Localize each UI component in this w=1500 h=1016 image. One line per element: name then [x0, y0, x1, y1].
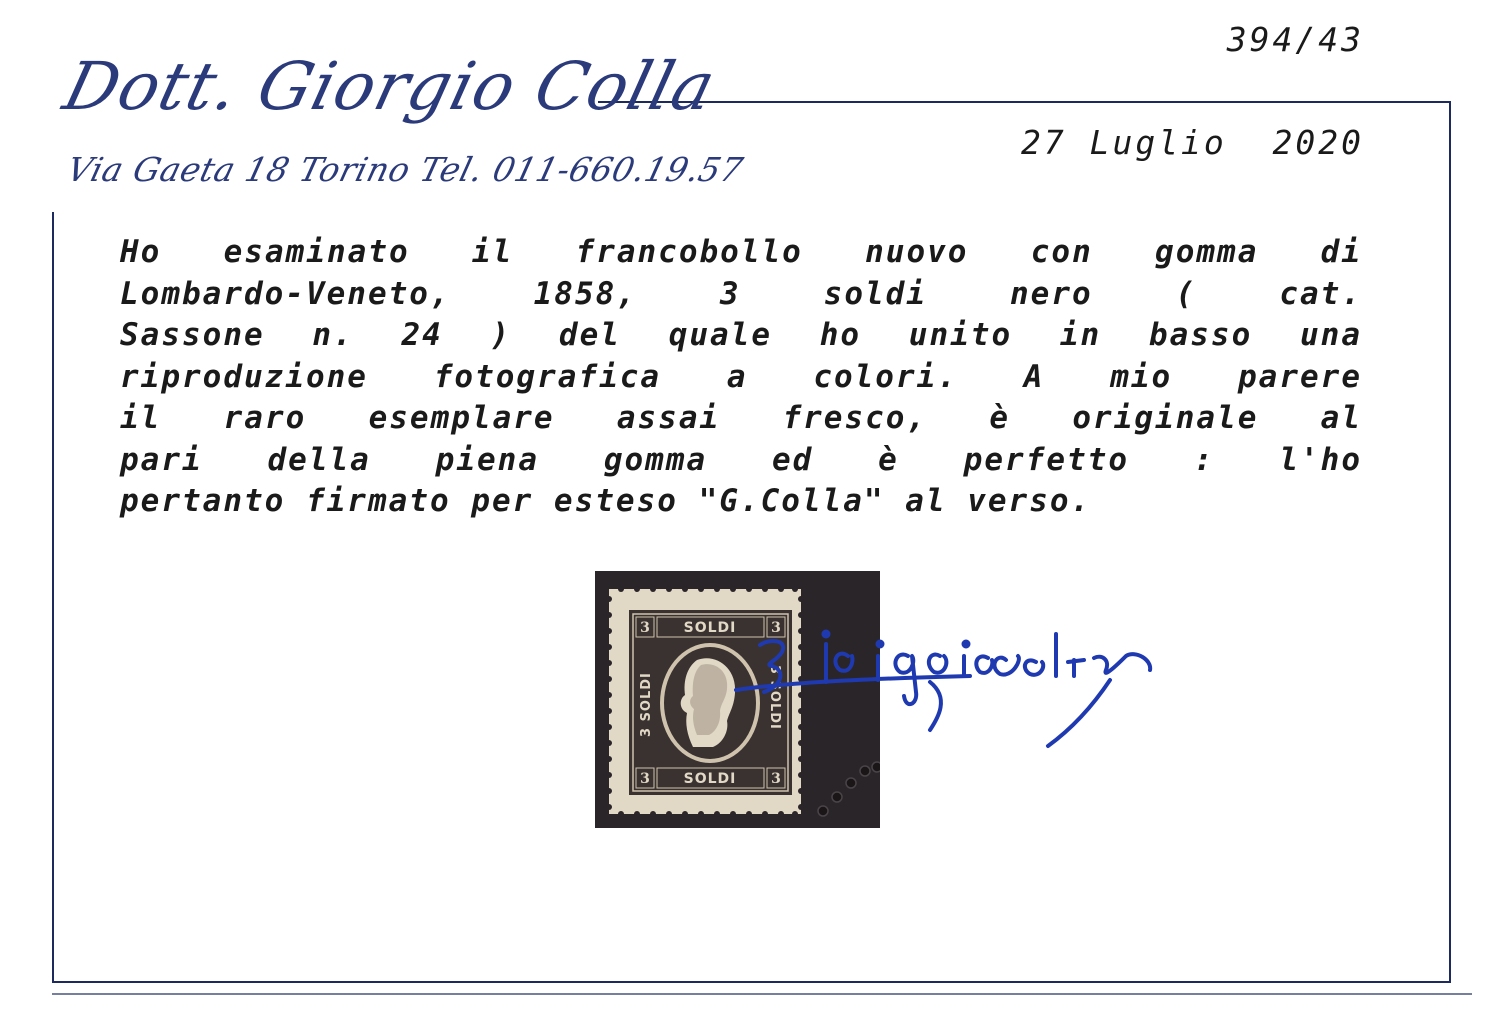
- frame-left-line: [52, 212, 54, 983]
- body-line: pertanto firmato per esteso "G.Colla" al verso.: [120, 483, 1092, 519]
- certificate-body: [120, 232, 1362, 523]
- signature: [730, 600, 1180, 760]
- frame-bottom-line: [52, 981, 1451, 983]
- frame-top-line: [598, 101, 1451, 103]
- stamp-right-label: 3 SOLDI: [767, 665, 782, 730]
- body-line: Sassone n. 24 ) del quale ho unito in basso una: [120, 317, 1362, 353]
- stamp-corner-value: 3: [771, 620, 781, 636]
- frame-right-line: [1449, 101, 1451, 983]
- body-line: pari della piena gomma ed è perfetto : l'ho: [120, 441, 1362, 478]
- stamp-top-label: SOLDI: [683, 620, 737, 636]
- stamp-left-label: 3 SOLDI: [639, 672, 654, 737]
- frame-lower-rule: [52, 993, 1472, 995]
- body-line: Lombardo-Veneto, 1858, 3 soldi nero ( cat.: [120, 275, 1362, 312]
- body-line: Ho esaminato il francobollo nuovo con gomma di: [120, 234, 1362, 270]
- body-line: il raro esemplare assai fresco, è originale al: [120, 400, 1362, 436]
- stamp-corner-value: 3: [640, 620, 650, 636]
- stamp-bottom-label: SOLDI: [683, 771, 737, 787]
- stamp-corner-value: 3: [771, 771, 781, 787]
- letterhead-name: Dott. Giorgio Colla: [56, 48, 724, 125]
- certificate-date: 27 Luglio 2020: [1020, 123, 1364, 162]
- body-line: riproduzione fotografica a colori. A mio parere: [120, 358, 1362, 395]
- letterhead-address: Via Gaeta 18 Torino Tel. 011-660.19.57: [63, 150, 748, 189]
- stamp-corner-value: 3: [640, 771, 650, 787]
- certificate-number: 394/43: [1226, 20, 1364, 59]
